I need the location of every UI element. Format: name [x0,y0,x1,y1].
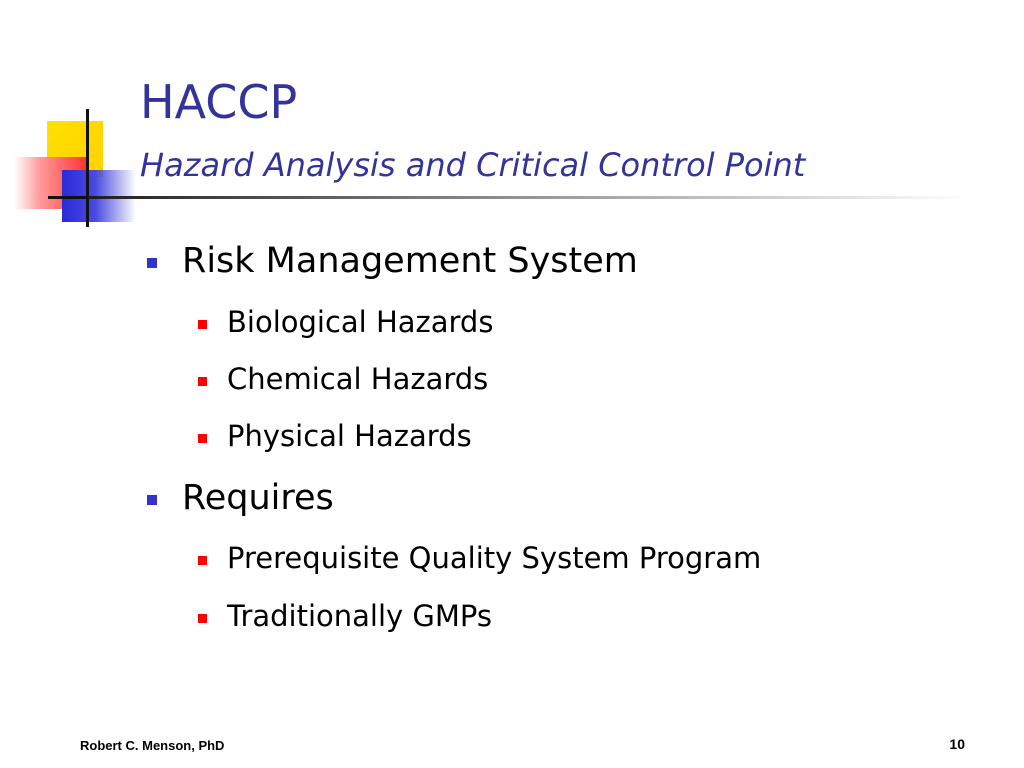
bullet-item-level1 [182,239,638,283]
slide-subtitle: Hazard Analysis and Critical Control Point [140,146,806,184]
bullet-item-level2 [227,360,488,398]
bullet-text: Requires [182,478,334,518]
slide-title: HACCP [140,75,298,129]
red-square-bullet-icon [198,434,207,443]
bullet-item-level2 [227,417,472,455]
bullet-text: Biological Hazards [227,305,494,339]
red-square-bullet-icon [198,320,207,329]
bullet-item-level2 [227,303,493,341]
title-underline [88,196,968,199]
bullet-item-level2 [227,539,761,577]
bullet-text: Traditionally GMPs [227,599,493,633]
red-square-bullet-icon [198,377,207,386]
bullet-item-level2 [227,597,492,635]
footer-author: Robert C. Menson, PhD [80,738,225,753]
bullet-text: Prerequisite Quality System Program [227,541,762,575]
bullet-text: Risk Management System [182,241,638,281]
decorative-horizontal-line [48,196,93,199]
red-square-bullet-icon [198,614,207,623]
red-square-bullet-icon [198,556,207,565]
page-number: 10 [949,736,965,752]
blue-square-bullet-icon [147,495,157,505]
decorative-vertical-line [86,109,89,227]
blue-square-bullet-icon [147,258,157,268]
bullet-text: Chemical Hazards [227,362,489,396]
bullet-item-level1 [182,476,334,520]
bullet-text: Physical Hazards [227,419,472,453]
